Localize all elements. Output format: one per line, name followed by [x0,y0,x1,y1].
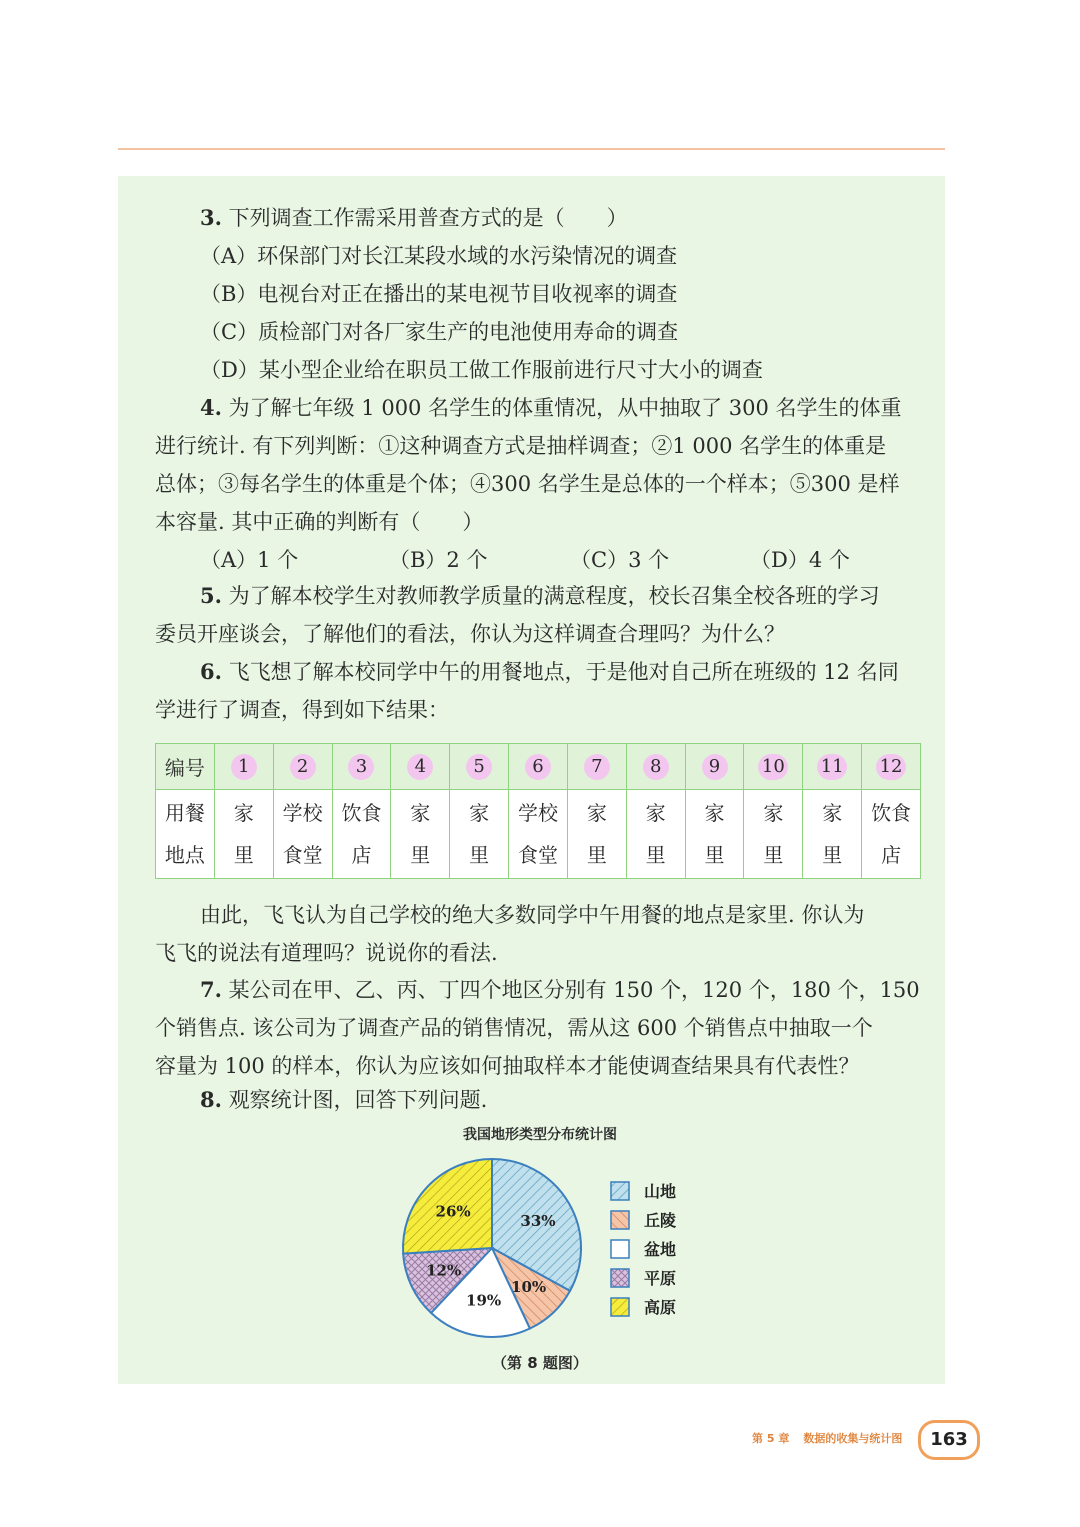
legend-label: 盆地 [644,1240,677,1259]
q4-line-4: 本容量. 其中正确的判断有（ ） [155,510,484,534]
table-cell-number [862,744,921,790]
q4-line-2: 进行统计. 有下列判断：①这种调查方式是抽样调查；②1 000 名学生的体重是 [155,434,887,458]
chapter-title: 数据的收集与统计图 [803,1432,903,1445]
number-badge: 4 [407,754,433,780]
legend-label: 山地 [644,1182,677,1201]
place-line-2: 里 [645,843,666,867]
legend-swatch [611,1240,629,1258]
table-cell-number [685,744,744,790]
table-cell-place [391,790,450,879]
q3-option-b: （B）电视台对正在播出的某电视节目收视率的调查 [200,282,678,306]
table-place-row [156,790,921,879]
place-line-1: 家 [704,801,725,825]
number-badge: 6 [525,754,551,780]
q3-stem-text: 下列调查工作需采用普查方式的是（ ） [228,206,628,230]
place-line-1: 家 [586,801,607,825]
place-line-2: 食堂 [517,843,558,867]
number-badge: 8 [643,754,669,780]
place-line-1: 家 [410,801,431,825]
table-cell-number [567,744,626,790]
table-cell-number [450,744,509,790]
number-badge: 5 [466,754,492,780]
q3-option-c: （C）质检部门对各厂家生产的电池使用寿命的调查 [200,320,679,344]
legend-swatch [611,1182,629,1200]
place-line-2: 里 [233,843,254,867]
table-row-label [156,790,215,879]
table-cell-place [862,790,921,879]
pie-slice-label: 12% [426,1261,462,1280]
row-label-line-2: 地点 [164,843,205,867]
place-line-1: 家 [233,801,254,825]
q5-line-1 [200,581,880,611]
table-cell-place [744,790,803,879]
place-line-2: 店 [351,843,372,867]
table-cell-place [332,790,391,879]
q8-stem [200,1085,487,1115]
footer-chapter [752,1430,902,1446]
row-label-line-1: 用餐 [164,801,205,825]
q7-line-1-text: 某公司在甲、乙、丙、丁四个地区分别有 150 个，120 个，180 个，150 [228,978,920,1002]
place-line-1: 家 [822,801,843,825]
table-cell-place [273,790,332,879]
pie-slice-label: 19% [466,1291,502,1310]
q6-line-1-text: 飞飞想了解本校同学中午的用餐地点，于是他对自己所在班级的 12 名同 [228,660,899,684]
number-badge: 1 [231,754,257,780]
number-badge: 9 [702,754,728,780]
pie-legend [611,1182,676,1317]
q7-line-3: 容量为 100 的样本，你认为应该如何抽取样本才能使调查结果具有代表性？ [155,1054,860,1078]
place-line-2: 里 [763,843,784,867]
table-cell-number [273,744,332,790]
table-cell-place [214,790,273,879]
place-line-1: 学校 [517,801,558,825]
q6-after-line-1: 由此，飞飞认为自己学校的绝大多数同学中午用餐的地点是家里. 你认为 [200,903,865,927]
q7-line-2: 个销售点. 该公司为了调查产品的销售情况，需从这 600 个销售点中抽取一个 [155,1016,873,1040]
q5-number: 5. [200,583,222,608]
legend-swatch [611,1298,629,1316]
figure-caption: （第 8 题图） [492,1354,588,1372]
q4-line-1-text: 为了解七年级 1 000 名学生的体重情况，从中抽取了 300 名学生的体重 [228,396,902,420]
q7-number: 7. [200,977,222,1002]
page-number: 163 [918,1420,980,1460]
place-line-2: 里 [410,843,431,867]
header-rule [118,148,945,150]
q8-stem-text: 观察统计图，回答下列问题. [228,1088,488,1112]
place-line-1: 家 [763,801,784,825]
number-badge: 12 [876,754,906,780]
q4-line-1 [200,393,902,423]
q6-line-1 [200,657,899,687]
q3-number: 3. [200,205,222,230]
q4-option-a: （A）1 个 [200,548,299,572]
pie-slice-label: 33% [520,1211,556,1230]
table-cell-number [391,744,450,790]
pie-chart [380,1150,710,1350]
q3-stem [200,203,628,233]
number-badge: 7 [584,754,610,780]
legend-label: 平原 [644,1269,677,1288]
place-line-1: 学校 [282,801,323,825]
table-cell-number [332,744,391,790]
chart-title: 我国地形类型分布统计图 [463,1127,617,1143]
table-cell-place [450,790,509,879]
table-cell-place [567,790,626,879]
q4-option-b: （B）2 个 [389,548,488,572]
legend-label: 丘陵 [644,1211,677,1230]
q4-line-3: 总体；③每名学生的体重是个体；④300 名学生是总体的一个样本；⑤300 是样 [155,472,900,496]
table-header-label: 编号 [156,744,215,790]
place-line-2: 里 [469,843,490,867]
place-line-1: 家 [645,801,666,825]
number-badge: 10 [758,754,788,780]
place-line-2: 店 [881,843,902,867]
q4-option-d: （D）4 个 [750,548,850,572]
q3-option-d: （D）某小型企业给在职员工做工作服前进行尺寸大小的调查 [200,358,763,382]
place-line-2: 里 [822,843,843,867]
pie-slice-label: 26% [435,1202,471,1221]
q5-line-2: 委员开座谈会，了解他们的看法，你认为这样调查合理吗？为什么？ [155,622,785,646]
q6-line-2: 学进行了调查，得到如下结果： [155,698,449,722]
table-cell-place [685,790,744,879]
q8-number: 8. [200,1087,222,1112]
place-line-1: 家 [469,801,490,825]
table-cell-number [509,744,568,790]
place-line-2: 里 [704,843,725,867]
q6-number: 6. [200,659,222,684]
lunch-survey-table [155,743,921,879]
pie-slice-label: 10% [511,1277,547,1296]
place-line-1: 饮食 [341,801,382,825]
table-header-row [156,744,921,790]
table-cell-number [214,744,273,790]
legend-label: 高原 [644,1298,677,1317]
number-badge: 3 [348,754,374,780]
table-cell-place [803,790,862,879]
place-line-1: 饮食 [871,801,912,825]
table-cell-number [744,744,803,790]
q6-after-line-2: 飞飞的说法有道理吗？说说你的看法. [155,941,498,965]
place-line-2: 里 [586,843,607,867]
number-badge: 2 [290,754,316,780]
number-badge: 11 [817,754,847,780]
legend-swatch [611,1269,629,1287]
table-cell-number [803,744,862,790]
q5-line-1-text: 为了解本校学生对教师教学质量的满意程度，校长召集全校各班的学习 [228,584,880,608]
chapter-number: 第 5 章 [752,1432,790,1445]
q7-line-1 [200,975,920,1005]
table-cell-place [509,790,568,879]
legend-swatch [611,1211,629,1229]
q4-option-c: （C）3 个 [570,548,670,572]
q4-number: 4. [200,395,222,420]
pie-slices [403,1159,581,1337]
place-line-2: 食堂 [282,843,323,867]
table-cell-place [626,790,685,879]
table-cell-number [626,744,685,790]
q3-option-a: （A）环保部门对长江某段水域的水污染情况的调查 [200,244,678,268]
